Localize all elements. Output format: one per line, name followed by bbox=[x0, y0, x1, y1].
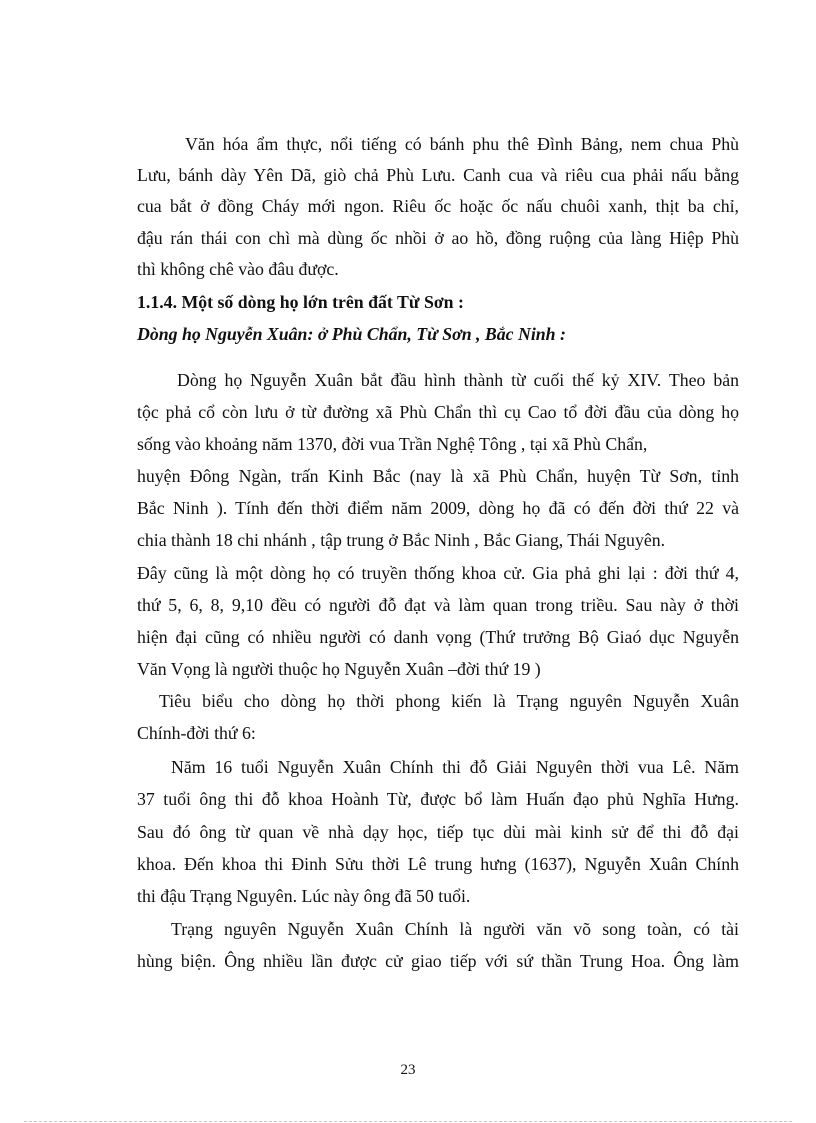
paragraph-line: hiện đại cũng có nhiều người có danh vọng (Thứ trưởng Bộ Giaó dục Nguyễn bbox=[137, 627, 739, 647]
paragraph-line: thì không chê vào đâu được. bbox=[137, 259, 339, 279]
paragraph-line: Tiêu biểu cho dòng họ thời phong kiến là Trạng nguyên Nguyễn Xuân bbox=[159, 691, 739, 711]
paragraph-line: Đây cũng là một dòng họ có truyền thống khoa cử. Gia phả ghi lại : đời thứ 4, bbox=[137, 563, 739, 583]
paragraph-line: đậu rán thái con chì mà dùng ốc nhồi ở ao hồ, đồng ruộng của làng Hiệp Phù bbox=[137, 228, 739, 248]
sub-heading: Dòng họ Nguyễn Xuân: ở Phù Chẩn, Từ Sơn , Bắc Ninh : bbox=[137, 324, 566, 344]
paragraph-line: sống vào khoảng năm 1370, đời vua Trần Nghệ Tông , tại xã Phù Chẩn, bbox=[137, 434, 648, 454]
paragraph-line: thứ 5, 6, 8, 9,10 đều có người đỗ đạt và làm quan trong triều. Sau này ở thời bbox=[137, 595, 739, 615]
paragraph-line: tộc phả cổ còn lưu ở từ đường xã Phù Chẩn thì cụ Cao tổ đời đầu của dòng họ bbox=[137, 402, 739, 422]
paragraph-line: Chính-đời thứ 6: bbox=[137, 723, 256, 743]
paragraph-line: chia thành 18 chi nhánh , tập trung ở Bắc Ninh , Bắc Giang, Thái Nguyên. bbox=[137, 530, 666, 550]
paragraph-line: Năm 16 tuổi Nguyễn Xuân Chính thi đỗ Giải Nguyên thời vua Lê. Năm bbox=[171, 757, 739, 777]
paragraph-line: Trạng nguyên Nguyễn Xuân Chính là người văn võ song toàn, có tài bbox=[171, 919, 739, 939]
paragraph-line: Lưu, bánh dày Yên Dã, giò chả Phù Lưu. Canh cua và riêu cua phải nấu bằng bbox=[137, 165, 739, 185]
paragraph-line: huyện Đông Ngàn, trấn Kinh Bắc (nay là xã Phù Chẩn, huyện Từ Sơn, tỉnh bbox=[137, 466, 739, 486]
paragraph-line: Văn Vọng là người thuộc họ Nguyễn Xuân –đời thứ 19 ) bbox=[137, 659, 541, 679]
page-number: 23 bbox=[400, 1062, 416, 1078]
paragraph-line: cua bắt ở đồng Cháy mới ngon. Riêu ốc hoặc ốc nấu chuôi xanh, thịt ba chỉ, bbox=[137, 196, 739, 216]
paragraph-line: Bắc Ninh ). Tính đến thời điểm năm 2009, dòng họ đã có đến đời thứ 22 và bbox=[137, 498, 739, 518]
paragraph-line: Sau đó ông từ quan về nhà dạy học, tiếp tục dùi mài kinh sử để thi đỗ đại bbox=[137, 822, 739, 842]
paragraph-line: thi đậu Trạng Nguyên. Lúc này ông đã 50 tuổi. bbox=[137, 886, 471, 906]
paragraph-line: Văn hóa ẩm thực, nổi tiếng có bánh phu thê Đình Bảng, nem chua Phù bbox=[185, 134, 739, 154]
paragraph-line: Dòng họ Nguyễn Xuân bắt đầu hình thành từ cuối thế kỷ XIV. Theo bản bbox=[177, 370, 739, 390]
paragraph-line: khoa. Đến khoa thi Đinh Sửu thời Lê trung hưng (1637), Nguyễn Xuân Chính bbox=[137, 854, 739, 874]
paragraph-line: hùng biện. Ông nhiều lần được cử giao tiếp với sứ thần Trung Hoa. Ông làm bbox=[137, 951, 739, 971]
paragraph-line: 37 tuổi ông thi đỗ khoa Hoành Từ, được bổ làm Huấn đạo phủ Nghĩa Hưng. bbox=[137, 789, 739, 809]
page-bottom-divider bbox=[24, 1121, 792, 1122]
section-heading: 1.1.4. Một số dòng họ lớn trên đất Từ Sơn : bbox=[137, 292, 464, 312]
